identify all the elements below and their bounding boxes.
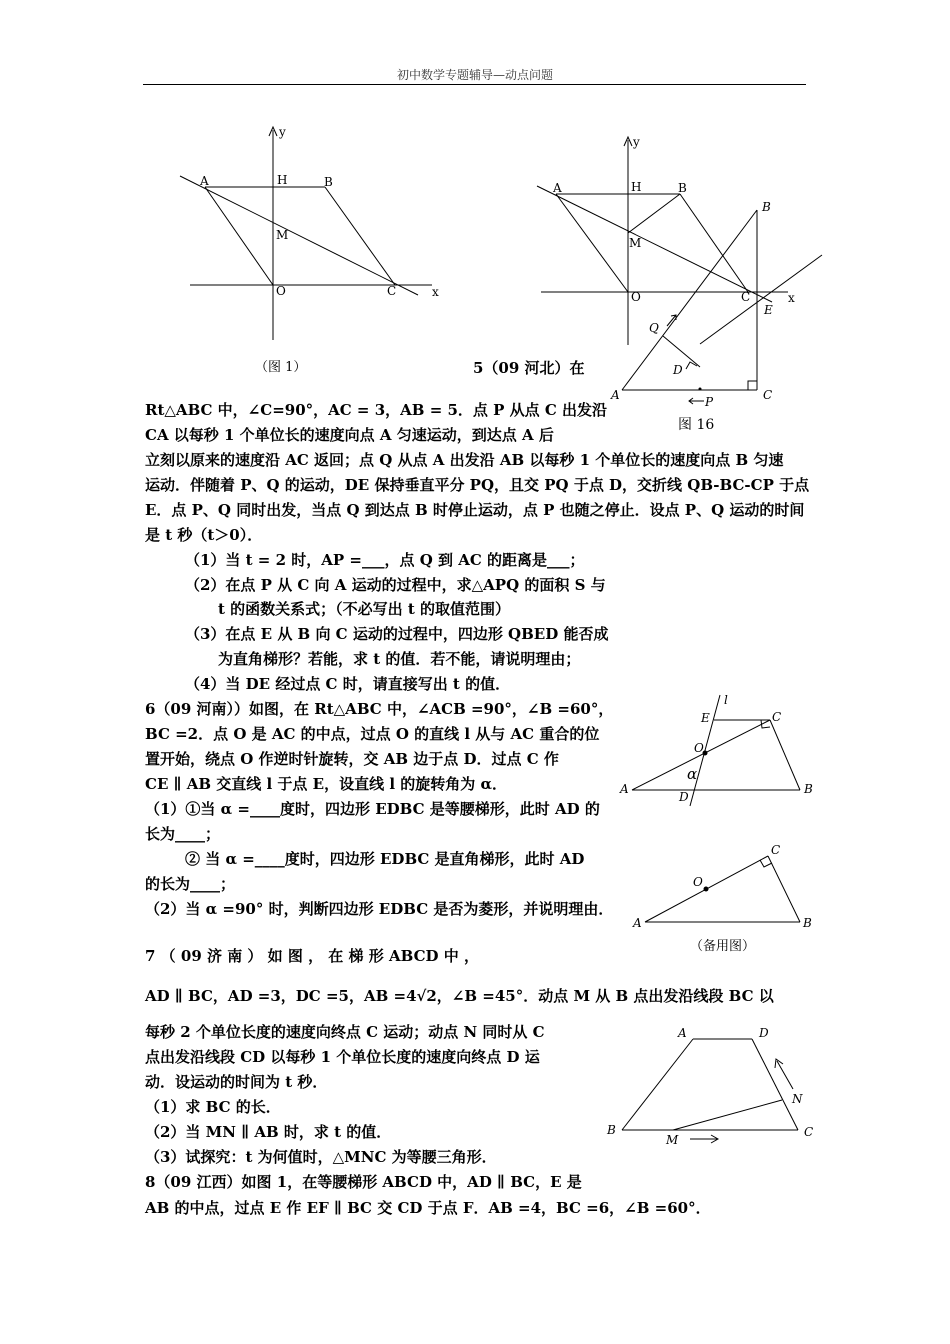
p6-spare-label-O: O bbox=[693, 875, 703, 889]
fig1-label-B: B bbox=[324, 175, 333, 189]
p6-line-8: 的长为____； bbox=[145, 875, 236, 893]
fig16-label-D: D bbox=[673, 363, 683, 377]
fig1-label-C: C bbox=[387, 284, 397, 298]
p8-line-1: 8（09 江西）如图 1，在等腰梯形 ABCD 中，AD ∥ BC，E 是 bbox=[145, 1173, 582, 1191]
p5-line-1: Rt△ABC 中，∠C=90°，AC = 3，AB = 5．点 P 从点 C 出发沿 bbox=[145, 401, 608, 419]
fig1-label-H: H bbox=[277, 173, 288, 187]
p5-intro: 5（09 河北）在 bbox=[473, 359, 585, 377]
p7-fig-label-D: D bbox=[759, 1026, 769, 1040]
p6-fig-label-l: l bbox=[724, 693, 728, 707]
p6-fig-label-E: E bbox=[701, 711, 710, 725]
fig1-label-x: x bbox=[432, 285, 439, 299]
fig2-label-B: B bbox=[678, 181, 687, 195]
p7-line-4: 点出发沿线段 CD 以每秒 1 个单位长度的速度向终点 D 运 bbox=[145, 1048, 540, 1066]
p5-question-3b: 为直角梯形？若能，求 t 的值．若不能，请说明理由； bbox=[218, 650, 581, 668]
p6-line-7: ② 当 α =____度时，四边形 EDBC 是直角梯形，此时 AD bbox=[185, 850, 585, 868]
fig2-label-O: O bbox=[631, 290, 641, 304]
p6-spare-label-A: A bbox=[633, 916, 642, 930]
p6-line-5: （1）①当 α =____度时，四边形 EDBC 是等腰梯形，此时 AD 的 bbox=[145, 800, 600, 818]
p7-fig-label-N: N bbox=[792, 1092, 803, 1106]
fig16-label-B: B bbox=[762, 200, 771, 214]
p7-line-1: 7 （ 09 济 南 ） 如 图 ， 在 梯 形 ABCD 中 ， bbox=[145, 947, 479, 965]
figure-16-caption: 图 16 bbox=[678, 417, 715, 433]
p6-line-1: 6（09 河南））如图，在 Rt△ABC 中，∠ACB =90°，∠B =60°， bbox=[145, 700, 614, 718]
page-header: 初中数学专题辅导—动点问题 bbox=[396, 68, 553, 82]
p6-line-3: 置开始，绕点 O 作逆时针旋转，交 AB 边于点 D．过点 C 作 bbox=[145, 750, 559, 768]
p6-fig-label-D: D bbox=[679, 790, 689, 804]
p5-question-1: （1）当 t = 2 时，AP =___，点 Q 到 AC 的距离是___； bbox=[185, 551, 585, 569]
p6-spare-label-C: C bbox=[771, 843, 781, 857]
p5-line-4: 运动．伴随着 P、Q 的运动，DE 保持垂直平分 PQ，且交 PQ 于点 D，交折线 QB-BC-CP 于点 bbox=[145, 476, 810, 494]
p7-fig-label-C: C bbox=[804, 1125, 814, 1139]
p5-question-4: （4）当 DE 经过点 C 时，请直接写出 t 的值． bbox=[185, 675, 511, 693]
p6-fig-label-B: B bbox=[804, 782, 813, 796]
p8-line-2: AB 的中点，过点 E 作 EF ∥ BC 交 CD 于点 F．AB =4，BC =6，∠B =60°． bbox=[145, 1199, 711, 1217]
fig1-label-M: M bbox=[276, 228, 289, 242]
fig2-label-A: A bbox=[553, 181, 562, 195]
p5-line-5: E．点 P、Q 同时出发，当点 Q 到达点 B 时停止运动，点 P 也随之停止．设点 P、Q 运动的时间 bbox=[145, 501, 805, 519]
p5-line-3: 立刻以原来的速度沿 AC 返回；点 Q 从点 A 出发沿 AB 以每秒 1 个单位长的速度向点 B 匀速 bbox=[145, 451, 784, 469]
p5-line-2: CA 以每秒 1 个单位长的速度向点 A 匀速运动，到达点 A 后 bbox=[145, 426, 554, 444]
p6-line-6: 长为____； bbox=[145, 825, 221, 843]
p7-line-8: （3）试探究：t 为何值时，△MNC 为等腰三角形． bbox=[145, 1148, 497, 1166]
p6-line-9: （2）当 α =90° 时，判断四边形 EDBC 是否为菱形，并说明理由． bbox=[145, 900, 614, 918]
p5-question-2b: t 的函数关系式；（不必写出 t 的取值范围） bbox=[218, 600, 511, 618]
fig2-label-M: M bbox=[629, 236, 642, 250]
p6-line-4: CE ∥ AB 交直线 l 于点 E，设直线 l 的旋转角为 α． bbox=[145, 775, 508, 793]
p7-line-3: 每秒 2 个单位长度的速度向终点 C 运动；动点 N 同时从 C bbox=[145, 1023, 545, 1041]
fig1-label-A: A bbox=[200, 174, 209, 188]
figure-1-caption: （图 1） bbox=[255, 360, 307, 375]
p6-fig-label-O: O bbox=[694, 741, 704, 755]
p5-question-2: （2）在点 P 从 C 向 A 运动的过程中，求△APQ 的面积 S 与 bbox=[185, 576, 606, 594]
fig16-label-E: E bbox=[764, 303, 773, 317]
p6-fig-label-alpha: α bbox=[687, 765, 698, 783]
fig16-label-P: P bbox=[705, 395, 714, 409]
p6-line-2: BC =2．点 O 是 AC 的中点，过点 O 的直线 l 从与 AC 重合的位 bbox=[145, 725, 600, 743]
p7-line-2: AD ∥ BC，AD =3，DC =5，AB =4√2，∠B =45°．动点 M 从 B 点出发沿线段 BC 以 bbox=[145, 987, 774, 1005]
fig2-label-x: x bbox=[788, 291, 795, 305]
fig2-label-y: y bbox=[633, 135, 640, 149]
fig16-label-C: C bbox=[763, 388, 773, 402]
p7-fig-label-M: M bbox=[666, 1133, 679, 1147]
p6-fig-label-C: C bbox=[772, 710, 782, 724]
p7-line-7: （2）当 MN ∥ AB 时，求 t 的值． bbox=[145, 1123, 392, 1141]
p7-fig-label-B: B bbox=[607, 1123, 616, 1137]
fig16-label-A: A bbox=[611, 388, 620, 402]
p6-spare-caption: （备用图） bbox=[690, 939, 756, 954]
fig1-label-O: O bbox=[276, 284, 286, 298]
fig16-label-Q: Q bbox=[649, 321, 659, 335]
fig2-label-H: H bbox=[631, 180, 642, 194]
p5-line-6: 是 t 秒（t＞0）． bbox=[145, 526, 263, 544]
fig1-label-y: y bbox=[279, 125, 286, 139]
p7-line-5: 动．设运动的时间为 t 秒． bbox=[145, 1073, 328, 1091]
p5-question-3: （3）在点 E 从 B 向 C 运动的过程中，四边形 QBED 能否成 bbox=[185, 625, 609, 643]
p7-line-6: （1）求 BC 的长． bbox=[145, 1098, 281, 1116]
fig2-label-C: C bbox=[741, 290, 751, 304]
p6-fig-label-A: A bbox=[620, 782, 629, 796]
p7-fig-label-A: A bbox=[678, 1026, 687, 1040]
p6-spare-label-B: B bbox=[803, 916, 812, 930]
